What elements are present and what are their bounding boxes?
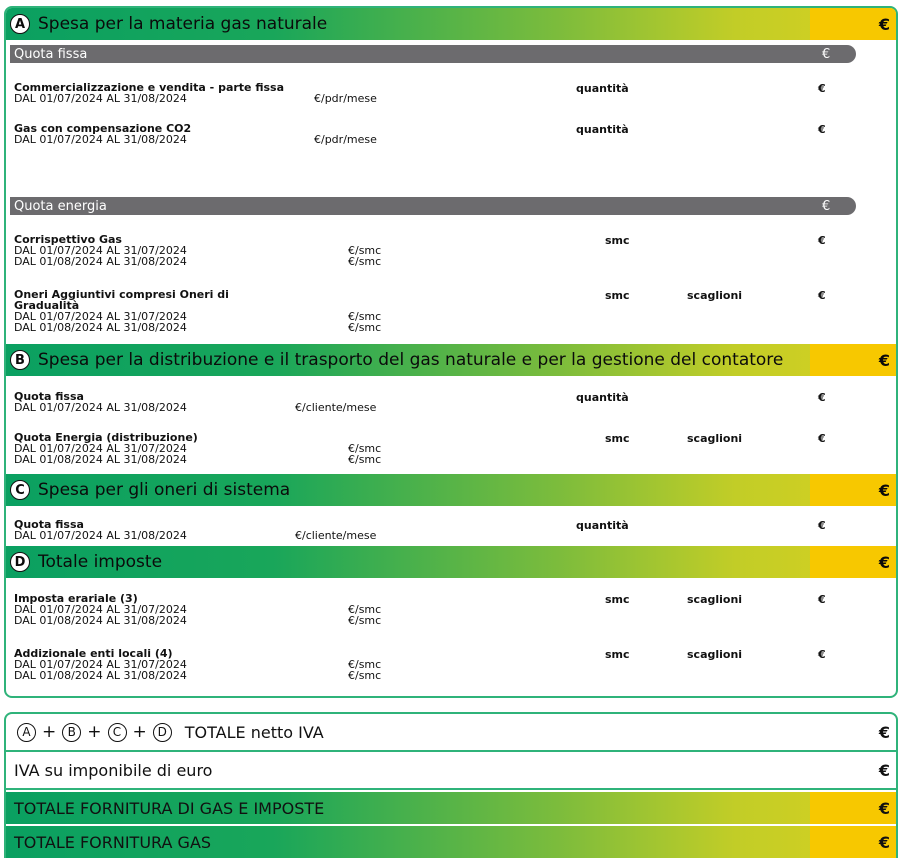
iva-euro: €	[878, 760, 890, 780]
d-item2-col1: smc	[605, 648, 630, 661]
item-unit: €/pdr/mese	[314, 92, 377, 105]
section-d-euro: €	[810, 546, 896, 578]
item-unit: €/smc	[348, 453, 382, 466]
quota-energia-bar	[10, 197, 856, 215]
iva-row	[6, 754, 896, 786]
section-d-letter: D	[10, 552, 30, 572]
quota-energia-label: Quota energia	[14, 198, 107, 214]
a-qf-item2	[14, 122, 377, 146]
totale-fornitura-imposte-label: TOTALE FORNITURA DI GAS E IMPOSTE	[14, 798, 325, 818]
item-dates: DAL 01/08/2024 AL 31/08/2024	[14, 614, 187, 627]
a-qe-item1-col1: smc	[605, 234, 630, 247]
item-name: Quota fissa	[14, 390, 84, 403]
item-unit: €/smc	[348, 310, 382, 323]
d-item1	[14, 592, 382, 627]
totals-box	[4, 712, 898, 858]
item-dates: DAL 01/07/2024 AL 31/07/2024	[14, 603, 187, 616]
plus-sign: +	[132, 722, 147, 742]
item-dates: DAL 01/07/2024 AL 31/08/2024	[14, 133, 187, 146]
c-item1-col1: quantità	[576, 519, 629, 532]
circle-letter-c: C	[108, 723, 127, 742]
section-c-letter: C	[10, 480, 30, 500]
item-name: Addizionale enti locali (4)	[14, 647, 173, 660]
section-c-header	[6, 474, 896, 506]
section-c-title: Spesa per gli oneri di sistema	[38, 480, 291, 500]
circle-letter-d: D	[153, 723, 172, 742]
plus-sign: +	[87, 722, 102, 742]
a-qf-item1-euro: €	[818, 82, 826, 95]
iva-label: IVA su imponibile di euro	[14, 760, 213, 780]
item-dates: DAL 01/07/2024 AL 31/07/2024	[14, 244, 187, 257]
section-b-euro: €	[810, 344, 896, 376]
a-qf-item2-col1: quantità	[576, 123, 629, 136]
section-a-euro: €	[810, 8, 896, 40]
item-name: Gas con compensazione CO2	[14, 122, 192, 135]
a-qf-item1	[14, 81, 377, 105]
section-b-header	[6, 344, 896, 376]
item-unit: €/smc	[348, 658, 382, 671]
item-unit: €/smc	[348, 244, 382, 257]
divider	[6, 750, 896, 752]
item-unit: €/smc	[348, 614, 382, 627]
item-dates: DAL 01/08/2024 AL 31/08/2024	[14, 669, 187, 682]
section-d-header	[6, 546, 896, 578]
item-name: Quota Energia (distribuzione)	[14, 431, 198, 444]
a-qf-item2-euro: €	[818, 123, 826, 136]
item-name: Commercializzazione e vendita - parte fissa	[14, 81, 285, 94]
totale-netto-iva-row	[6, 716, 896, 748]
b-item2-col2: scaglioni	[687, 432, 743, 445]
section-a-title: Spesa per la materia gas naturale	[38, 14, 328, 34]
section-a-letter: A	[10, 14, 30, 34]
c-item1-euro: €	[818, 519, 826, 532]
item-unit: €/smc	[348, 255, 382, 268]
item-unit: €/cliente/mese	[295, 401, 377, 414]
item-dates: DAL 01/07/2024 AL 31/07/2024	[14, 310, 187, 323]
item-name: Corrispettivo Gas	[14, 233, 122, 246]
b-item2-col1: smc	[605, 432, 630, 445]
a-qf-item1-col1: quantità	[576, 82, 629, 95]
item-name: Oneri Aggiuntivi compresi Oneri di Gradualità	[14, 288, 229, 312]
circle-letter-b: B	[62, 723, 81, 742]
totale-fornitura-gas-label: TOTALE FORNITURA GAS	[14, 832, 212, 852]
item-dates: DAL 01/07/2024 AL 31/08/2024	[14, 401, 187, 414]
netto-iva-label: netto IVA	[245, 722, 324, 742]
section-d-title: Totale imposte	[38, 552, 163, 572]
d-item2-euro: €	[818, 648, 826, 661]
totale-netto-euro: €	[878, 722, 890, 742]
d-item1-col2: scaglioni	[687, 593, 743, 606]
b-item1	[14, 390, 377, 414]
item-dates: DAL 01/07/2024 AL 31/07/2024	[14, 442, 187, 455]
totale-netto-label: TOTALE	[184, 722, 246, 742]
a-qe-item1-euro: €	[818, 234, 826, 247]
item-dates: DAL 01/07/2024 AL 31/08/2024	[14, 92, 187, 105]
a-qe-item2-col1: smc	[605, 289, 630, 302]
item-name: Quota fissa	[14, 518, 84, 531]
d-item1-col1: smc	[605, 593, 630, 606]
quota-fissa-bar	[10, 45, 856, 63]
item-unit: €/smc	[348, 603, 382, 616]
item-unit: €/smc	[348, 669, 382, 682]
b-item1-col1: quantità	[576, 391, 629, 404]
item-unit: €/cliente/mese	[295, 529, 377, 542]
a-qe-item2	[14, 288, 382, 334]
item-unit: €/smc	[348, 442, 382, 455]
item-dates: DAL 01/07/2024 AL 31/07/2024	[14, 658, 187, 671]
a-qe-item2-euro: €	[818, 289, 826, 302]
section-b-letter: B	[10, 350, 30, 370]
item-dates: DAL 01/08/2024 AL 31/08/2024	[14, 453, 187, 466]
item-name: Imposta erariale (3)	[14, 592, 138, 605]
c-item1	[14, 518, 377, 542]
divider	[6, 788, 896, 790]
b-item1-euro: €	[818, 391, 826, 404]
d-item2-col2: scaglioni	[687, 648, 743, 661]
circle-letter-a: A	[17, 723, 36, 742]
quota-fissa-euro: €	[822, 46, 831, 62]
quota-fissa-label: Quota fissa	[14, 46, 88, 62]
item-dates: DAL 01/08/2024 AL 31/08/2024	[14, 255, 187, 268]
item-unit: €/smc	[348, 321, 382, 334]
item-dates: DAL 01/07/2024 AL 31/08/2024	[14, 529, 187, 542]
b-item2-euro: €	[818, 432, 826, 445]
d-item2	[14, 647, 382, 682]
plus-sign: +	[42, 722, 57, 742]
a-qe-item1	[14, 233, 382, 268]
d-item1-euro: €	[818, 593, 826, 606]
bill-detail-box	[4, 6, 898, 698]
totale-fornitura-gas-row	[6, 826, 896, 858]
b-item2	[14, 431, 382, 466]
section-c-euro: €	[810, 474, 896, 506]
totale-fornitura-gas-euro: €	[878, 832, 890, 852]
section-b-title: Spesa per la distribuzione e il trasporto del gas naturale e per la gestione del contatore	[38, 350, 784, 370]
totale-fornitura-imposte-row	[6, 792, 896, 824]
item-unit: €/pdr/mese	[314, 133, 377, 146]
section-a-header	[6, 8, 896, 40]
totale-fornitura-imposte-euro: €	[878, 798, 890, 818]
quota-energia-euro: €	[822, 198, 831, 214]
item-dates: DAL 01/08/2024 AL 31/08/2024	[14, 321, 187, 334]
a-qe-item2-col2: scaglioni	[687, 289, 743, 302]
